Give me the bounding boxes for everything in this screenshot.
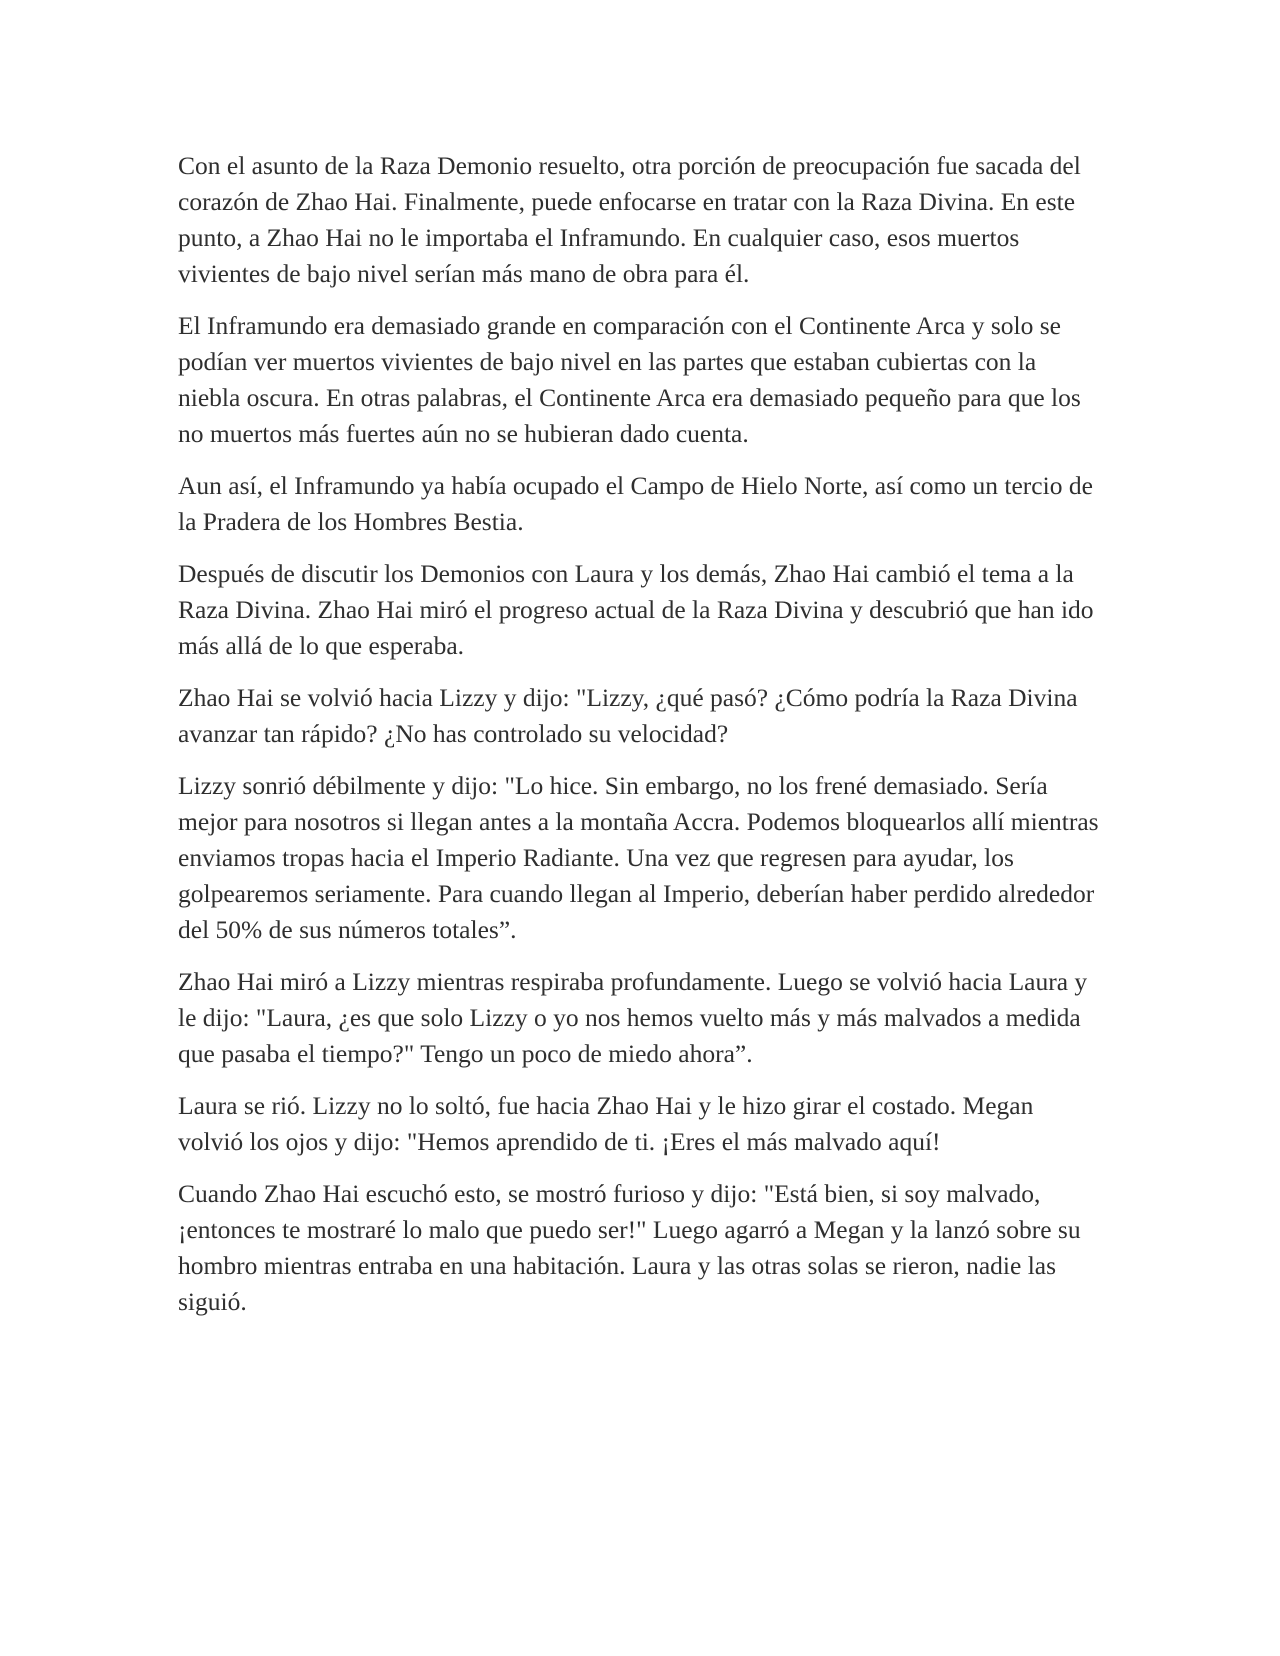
paragraph: Cuando Zhao Hai escuchó esto, se mostró furioso y dijo: "Está bien, si soy malvado, ¡entonces te mostraré lo malo que puedo ser!" Luego agarró a Megan y la lanzó sobre su hombro mientras entraba en una habitación. Laura y las otras solas se rieron, nadie las siguió.: [178, 1179, 1081, 1316]
paragraph: Con el asunto de la Raza Demonio resuelto, otra porción de preocupación fue sacada del corazón de Zhao Hai. Finalmente, puede enfocarse en tratar con la Raza Divina. En este punto, a Zhao Hai no le importaba el Inframundo. En cualquier caso, esos muertos vivientes de bajo nivel serían más mano de obra para él.: [178, 151, 1081, 288]
paragraph: El Inframundo era demasiado grande en comparación con el Continente Arca y solo se podían ver muertos vivientes de bajo nivel en las partes que estaban cubiertas con la niebla oscura. En otras palabras, el Continente Arca era demasiado pequeño para que los no muertos más fuertes aún no se hubieran dado cuenta.: [178, 311, 1081, 448]
paragraph: Después de discutir los Demonios con Laura y los demás, Zhao Hai cambió el tema a la Raza Divina. Zhao Hai miró el progreso actual de la Raza Divina y descubrió que han ido más allá de lo que esperaba.: [178, 559, 1094, 660]
paragraph: Lizzy sonrió débilmente y dijo: "Lo hice. Sin embargo, no los frené demasiado. Sería mejor para nosotros si llegan antes a la montaña Accra. Podemos bloquearlos allí mientras enviamos tropas hacia el Imperio Radiante. Una vez que regresen para ayudar, los golpearemos seriamente. Para cuando llegan al Imperio, deberían haber perdido alrededor del 50% de sus números totales”.: [178, 771, 1099, 944]
paragraph: Zhao Hai se volvió hacia Lizzy y dijo: "Lizzy, ¿qué pasó? ¿Cómo podría la Raza Divina avanzar tan rápido? ¿No has controlado su velocidad?: [178, 683, 1078, 748]
paragraph: Laura se rió. Lizzy no lo soltó, fue hacia Zhao Hai y le hizo girar el costado. Megan volvió los ojos y dijo: "Hemos aprendido de ti. ¡Eres el más malvado aquí!: [178, 1091, 1034, 1156]
paragraph: Aun así, el Inframundo ya había ocupado el Campo de Hielo Norte, así como un tercio de la Pradera de los Hombres Bestia.: [178, 471, 1093, 536]
document-body: [178, 148, 1100, 1336]
paragraph: Zhao Hai miró a Lizzy mientras respiraba profundamente. Luego se volvió hacia Laura y le dijo: "Laura, ¿es que solo Lizzy o yo nos hemos vuelto más y más malvados a medida que pasaba el tiempo?" Tengo un poco de miedo ahora”.: [178, 967, 1088, 1068]
